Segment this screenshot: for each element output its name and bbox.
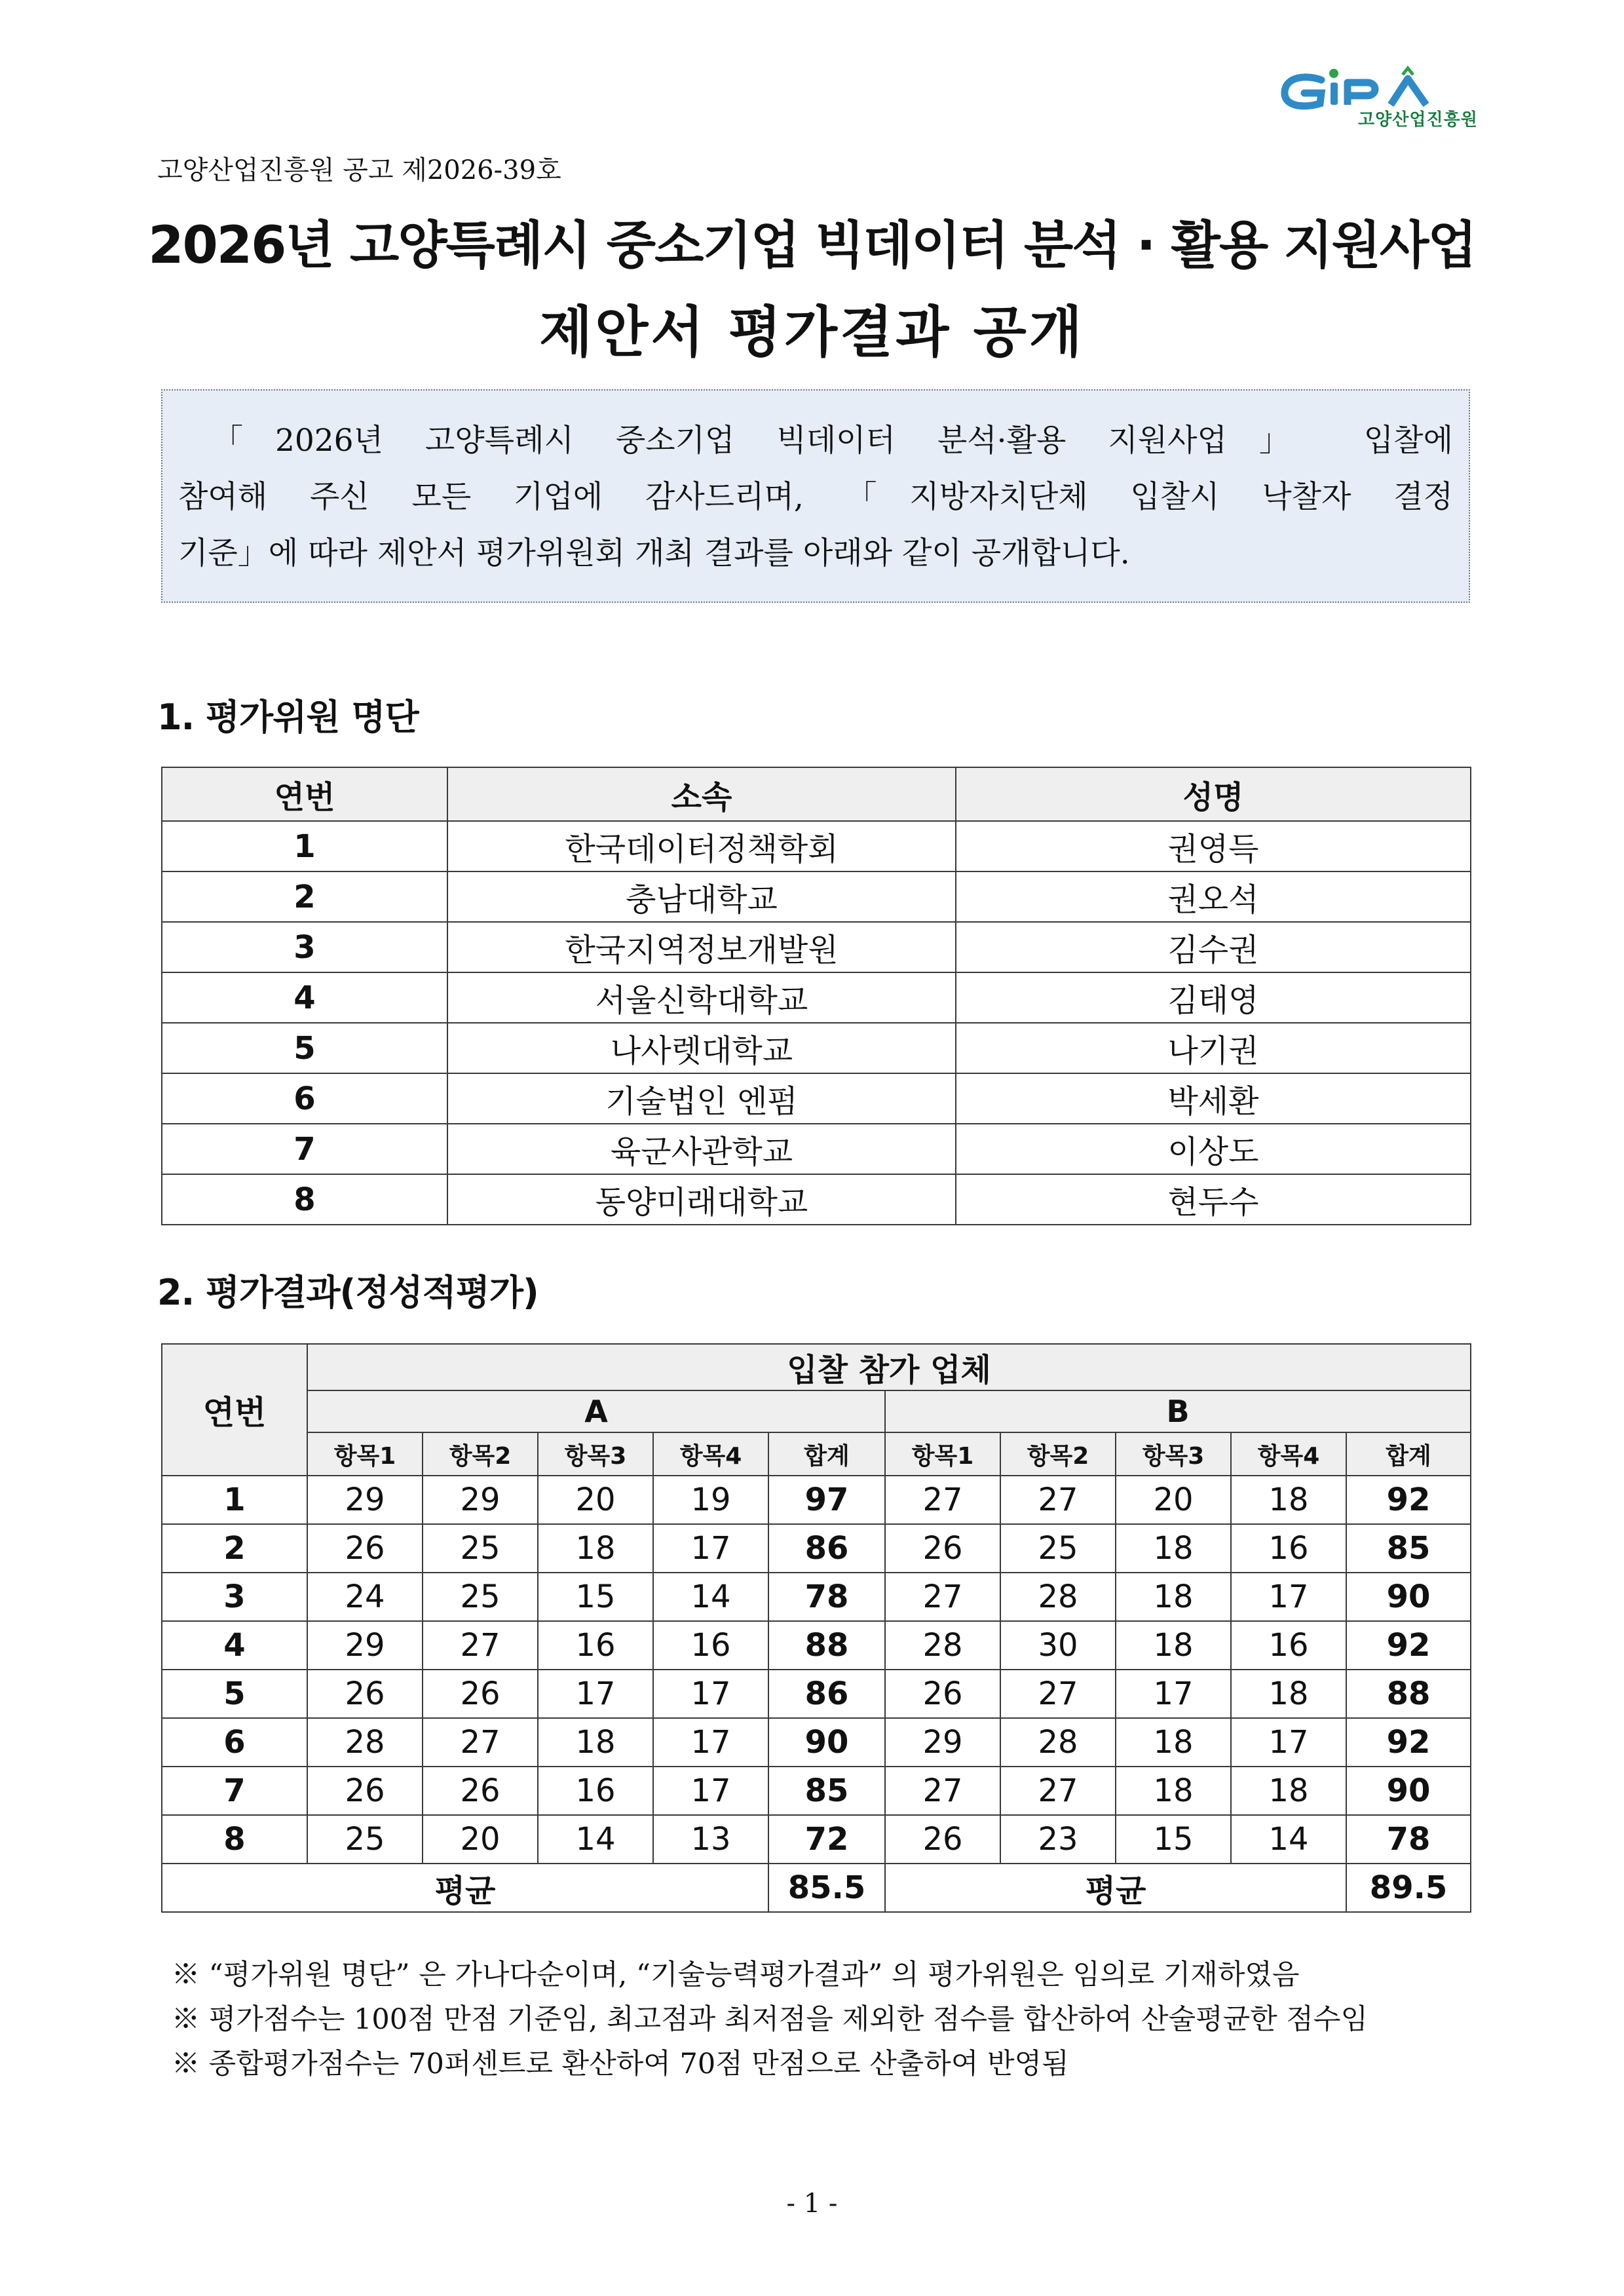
row-no: 8	[162, 1174, 447, 1225]
table-row	[162, 1073, 1471, 1124]
row-no: 2	[162, 1524, 307, 1573]
score-a: 17	[653, 1524, 768, 1573]
row-no: 5	[162, 1670, 307, 1718]
score-b: 27	[1000, 1670, 1116, 1718]
row-no: 2	[162, 871, 447, 922]
header-item: 항목4	[653, 1432, 768, 1476]
average-row	[162, 1864, 1471, 1912]
row-affiliation: 서울신학대학교	[447, 972, 956, 1023]
header-affiliation: 소속	[447, 767, 956, 821]
notice-number: 고양산업진흥원 공고 제2026-39호	[157, 155, 561, 185]
score-b: 27	[885, 1573, 1000, 1621]
header-item: 항목1	[885, 1432, 1000, 1476]
score-a: 27	[423, 1718, 538, 1767]
row-no: 5	[162, 1023, 447, 1073]
score-b: 18	[1231, 1670, 1346, 1718]
score-a: 26	[307, 1767, 423, 1815]
score-a: 26	[423, 1670, 538, 1718]
row-no: 6	[162, 1073, 447, 1124]
score-a: 29	[307, 1476, 423, 1524]
score-a: 14	[653, 1573, 768, 1621]
score-b: 16	[1231, 1524, 1346, 1573]
score-total-b: 92	[1346, 1621, 1471, 1670]
score-b: 18	[1116, 1621, 1231, 1670]
header-no: 연번	[162, 767, 447, 821]
table-row	[162, 871, 1471, 922]
score-b: 27	[1000, 1476, 1116, 1524]
row-name: 박세환	[956, 1073, 1471, 1124]
score-a: 25	[423, 1524, 538, 1573]
row-name: 나기권	[956, 1023, 1471, 1073]
section1-heading: 1. 평가위원 명단	[157, 697, 419, 738]
score-total-b: 92	[1346, 1476, 1471, 1524]
row-name: 이상도	[956, 1124, 1471, 1174]
header-bidders: 입찰 참가 업체	[307, 1344, 1471, 1390]
score-a: 24	[307, 1573, 423, 1621]
row-no: 7	[162, 1124, 447, 1174]
score-b: 17	[1231, 1573, 1346, 1621]
score-a: 29	[423, 1476, 538, 1524]
row-name: 권오석	[956, 871, 1471, 922]
average-label-b: 평균	[885, 1864, 1346, 1912]
table-row	[162, 821, 1471, 871]
row-no: 8	[162, 1815, 307, 1864]
document-title-line1: 2026년 고양특례시 중소기업 빅데이터 분석 · 활용 지원사업	[148, 216, 1476, 275]
score-a: 13	[653, 1815, 768, 1864]
row-affiliation: 충남대학교	[447, 871, 956, 922]
score-a: 17	[653, 1718, 768, 1767]
score-total-b: 92	[1346, 1718, 1471, 1767]
score-total-a: 90	[768, 1718, 885, 1767]
score-b: 29	[885, 1718, 1000, 1767]
score-total-b: 85	[1346, 1524, 1471, 1573]
table-row	[162, 972, 1471, 1023]
header-total: 합계	[1346, 1432, 1471, 1476]
score-b: 20	[1116, 1476, 1231, 1524]
table-row	[162, 1023, 1471, 1073]
score-a: 16	[538, 1621, 653, 1670]
table-row	[162, 1670, 1471, 1718]
section2-heading: 2. 평가결과(정성적평가)	[157, 1272, 538, 1313]
score-a: 26	[307, 1670, 423, 1718]
row-affiliation: 나사렛대학교	[447, 1023, 956, 1073]
score-b: 27	[1000, 1767, 1116, 1815]
row-name: 김수권	[956, 922, 1471, 972]
score-a: 19	[653, 1476, 768, 1524]
average-value-b: 89.5	[1346, 1864, 1471, 1912]
score-a: 26	[307, 1524, 423, 1573]
score-b: 28	[1000, 1718, 1116, 1767]
footnotes	[172, 1953, 1368, 2086]
score-total-b: 90	[1346, 1573, 1471, 1621]
table-row	[162, 1767, 1471, 1815]
score-b: 25	[1000, 1524, 1116, 1573]
table-row	[162, 1476, 1471, 1524]
score-a: 14	[538, 1815, 653, 1864]
row-affiliation: 한국데이터정책학회	[447, 821, 956, 871]
score-b: 17	[1116, 1670, 1231, 1718]
score-a: 17	[653, 1767, 768, 1815]
score-a: 29	[307, 1621, 423, 1670]
score-b: 23	[1000, 1815, 1116, 1864]
score-b: 27	[885, 1767, 1000, 1815]
row-no: 3	[162, 922, 447, 972]
intro-box	[161, 389, 1470, 603]
document-title-line2: 제안서 평가결과 공개	[539, 300, 1085, 364]
header-total: 합계	[768, 1432, 885, 1476]
score-a: 16	[538, 1767, 653, 1815]
table-row	[162, 1524, 1471, 1573]
score-a: 25	[423, 1573, 538, 1621]
score-total-a: 86	[768, 1670, 885, 1718]
score-a: 28	[307, 1718, 423, 1767]
row-affiliation: 한국지역정보개발원	[447, 922, 956, 972]
row-name: 권영득	[956, 821, 1471, 871]
score-b: 16	[1231, 1621, 1346, 1670]
score-b: 18	[1116, 1573, 1231, 1621]
table-row	[162, 1174, 1471, 1225]
score-a: 16	[653, 1621, 768, 1670]
organization-logo	[1281, 66, 1478, 131]
score-total-b: 90	[1346, 1767, 1471, 1815]
score-a: 20	[538, 1476, 653, 1524]
score-b: 26	[885, 1670, 1000, 1718]
score-b: 26	[885, 1524, 1000, 1573]
footnote: ※ “평가위원 명단” 은 가나다순이며, “기술능력평가결과” 의 평가위원은 임의로 기재하였음	[172, 1959, 1300, 1991]
table-row	[162, 1124, 1471, 1174]
table-row	[162, 1718, 1471, 1767]
score-a: 25	[307, 1815, 423, 1864]
header-item: 항목3	[1116, 1432, 1231, 1476]
row-no: 4	[162, 972, 447, 1023]
score-b: 18	[1116, 1767, 1231, 1815]
score-b: 18	[1116, 1718, 1231, 1767]
row-no: 1	[162, 1476, 307, 1524]
table-header-row	[162, 767, 1471, 821]
intro-line-2: 참여해 주신 모든 기업에 감사드리며, 「지방자치단체 입찰시 낙찰자 결정	[178, 479, 1453, 515]
score-total-a: 97	[768, 1476, 885, 1524]
row-no: 3	[162, 1573, 307, 1621]
header-name: 성명	[956, 767, 1471, 821]
row-affiliation: 육군사관학교	[447, 1124, 956, 1174]
logo-org-name: 고양산업진흥원	[1358, 110, 1478, 130]
table-row	[162, 1621, 1471, 1670]
average-label-a: 평균	[162, 1864, 768, 1912]
score-a: 17	[538, 1670, 653, 1718]
score-a: 27	[423, 1621, 538, 1670]
intro-line-1: 「2026년 고양특례시 중소기업 빅데이터 분석·활용 지원사업」 입찰에	[212, 423, 1453, 459]
score-total-a: 72	[768, 1815, 885, 1864]
row-no: 7	[162, 1767, 307, 1815]
score-b: 26	[885, 1815, 1000, 1864]
score-a: 15	[538, 1573, 653, 1621]
row-no: 6	[162, 1718, 307, 1767]
header-item: 항목2	[423, 1432, 538, 1476]
header-no: 연번	[162, 1344, 307, 1476]
table-row	[162, 922, 1471, 972]
score-a: 17	[653, 1670, 768, 1718]
table-row	[162, 1815, 1471, 1864]
score-b: 17	[1231, 1718, 1346, 1767]
score-total-b: 78	[1346, 1815, 1471, 1864]
score-b: 18	[1231, 1767, 1346, 1815]
score-total-a: 88	[768, 1621, 885, 1670]
score-a: 18	[538, 1524, 653, 1573]
score-total-a: 78	[768, 1573, 885, 1621]
score-b: 15	[1116, 1815, 1231, 1864]
header-item: 항목4	[1231, 1432, 1346, 1476]
score-b: 18	[1231, 1476, 1346, 1524]
score-b: 14	[1231, 1815, 1346, 1864]
row-no: 4	[162, 1621, 307, 1670]
score-b: 28	[885, 1621, 1000, 1670]
score-total-b: 88	[1346, 1670, 1471, 1718]
score-b: 27	[885, 1476, 1000, 1524]
header-item: 항목3	[538, 1432, 653, 1476]
row-no: 1	[162, 821, 447, 871]
score-a: 18	[538, 1718, 653, 1767]
header-item: 항목2	[1000, 1432, 1116, 1476]
intro-line-3: 기준」에 따라 제안서 평가위원회 개최 결과를 아래와 같이 공개합니다.	[178, 535, 1130, 571]
row-name: 김태영	[956, 972, 1471, 1023]
score-b: 30	[1000, 1621, 1116, 1670]
row-affiliation: 동양미래대학교	[447, 1174, 956, 1225]
footnote: ※ 평가점수는 100점 만점 기준임, 최고점과 최저점을 제외한 점수를 합산하여 산술평균한 점수임	[172, 2003, 1369, 2036]
score-b: 28	[1000, 1573, 1116, 1621]
header-bidder-a: A	[307, 1390, 885, 1432]
row-name: 현두수	[956, 1174, 1471, 1225]
row-affiliation: 기술법인 엔펌	[447, 1073, 956, 1124]
score-total-a: 86	[768, 1524, 885, 1573]
evaluator-table	[161, 767, 1471, 1225]
table-row	[162, 1573, 1471, 1621]
header-item: 항목1	[307, 1432, 423, 1476]
score-a: 20	[423, 1815, 538, 1864]
header-bidder-b: B	[885, 1390, 1471, 1432]
average-value-a: 85.5	[768, 1864, 885, 1912]
score-a: 26	[423, 1767, 538, 1815]
score-total-a: 85	[768, 1767, 885, 1815]
score-b: 18	[1116, 1524, 1231, 1573]
evaluation-result-table	[161, 1343, 1471, 1913]
footnote: ※ 종합평가점수는 70퍼센트로 환산하여 70점 만점으로 산출하여 반영됨	[172, 2048, 1069, 2080]
page-number: - 1 -	[786, 2189, 838, 2219]
